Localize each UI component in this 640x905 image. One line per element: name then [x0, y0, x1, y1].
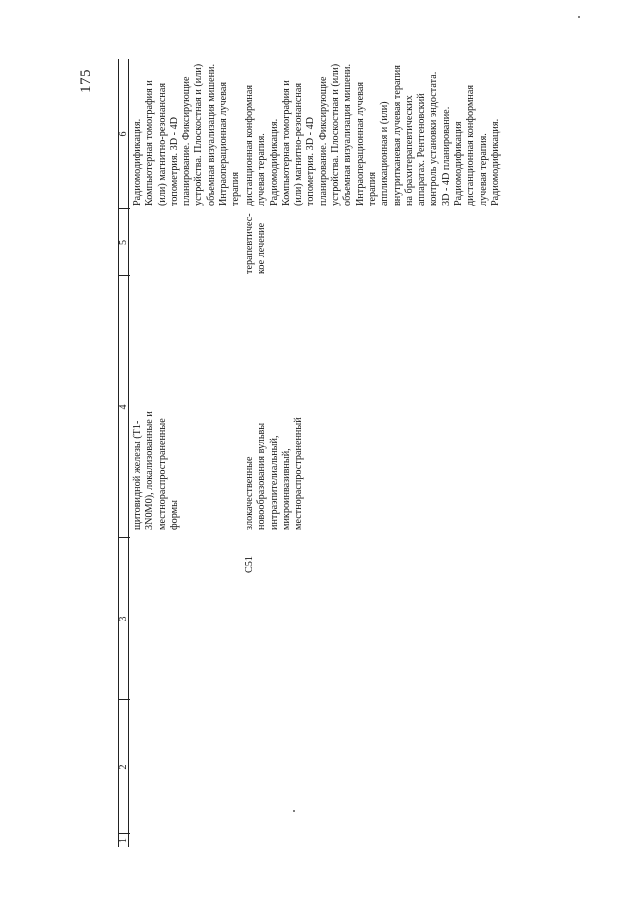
medical-table: [118, 59, 588, 847]
column-header-3: 3: [118, 616, 129, 622]
row2-diagnosis: злокачественные новообразования вульвы интраэпителиальный, микроинвазивный, местнораспространенный: [244, 417, 305, 530]
scan-speck: [578, 16, 580, 18]
row1-diagnosis: щитовидной железы (Т1- 3N0M0), локализованные и местнораспространенные формы: [132, 411, 180, 530]
page-number: 175: [78, 69, 94, 93]
column-header-6: 6: [118, 131, 129, 137]
column-header-1: 1: [118, 838, 129, 843]
column-header-4: 4: [118, 404, 129, 410]
column-header-5: 5: [118, 240, 129, 245]
table-header-row: [118, 59, 129, 847]
scan-speck: [293, 810, 295, 812]
column-header-2: 2: [118, 764, 129, 770]
row1-method: Радиомодификация. Компьютерная томография и (или) магнитно-резонансная топометрия. 3D - 4D планирование. Фиксирующие устройства. Плоскостная и (или) объемная визуализация мишени. Интраоперационная лучевая терапия: [132, 63, 242, 206]
row2-code: C51: [244, 556, 255, 573]
row2-treatment-type: терапевтичес- кое лечение: [244, 213, 268, 274]
row2-method: дистанционная конформная лучевая терапия. Радиомодификация. Компьютерная томография и (или) магнитно-резонансная топометрия. 3D - 4D планирование. Фиксирующие устройства. Плоскостная и (или) объемная визуализация мишени. Интраоперационная лучевая терапия аппликационная и (или) внутритканевая лучевая терапия на брахитерапевтических аппаратах. Рентгеновский контроль установки эндостата. 3D - 4D планирование. Радиомодификация дистанционная конформная лучевая терапия. Радиомодификация.: [244, 63, 501, 206]
